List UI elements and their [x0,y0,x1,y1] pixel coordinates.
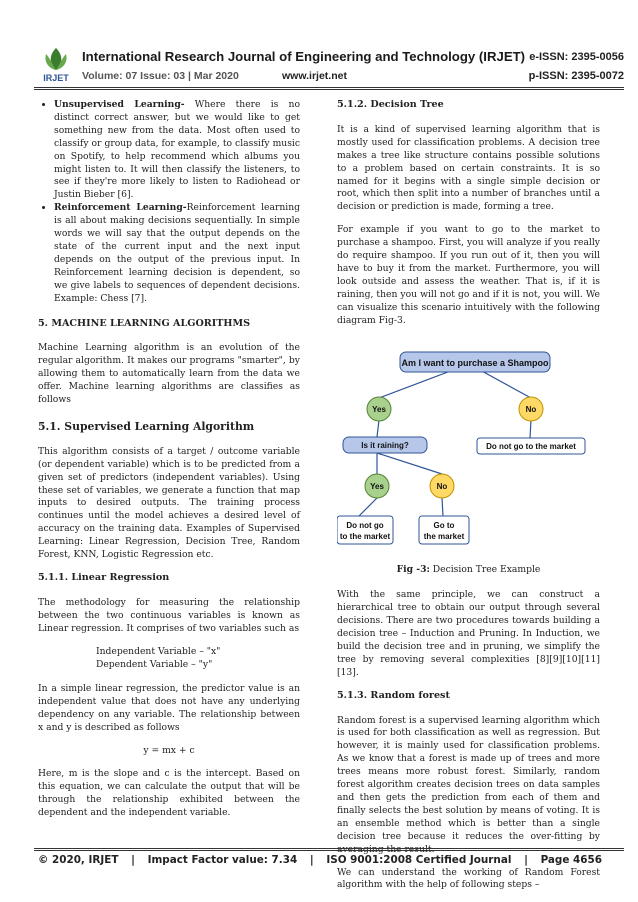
linear-regression-paragraph: The methodology for measuring the relationship between the two continuous variables is known as Linear regression. It comprises of two variables such as [38,596,300,634]
unsupervised-text: Where there is no distinct correct answer, but we would like to get something new from the data. Most often used to classify or group data, for example, to classify music on Spotify, to help recommend which albums you might listen to. It will then classify the listeners, to see if they're more likely to listen to Radiohead or Justin Bieber [6]. [54,99,300,201]
footer-separator: | [309,854,314,866]
leaf-go-line2: the market [423,531,465,541]
section-5-1-paragraph: This algorithm consists of a target / outcome variable (or dependent variable) which is to be predicted from a given set of predictors (independent variables). Using these set of variables, we generate a function that map inputs to desired outputs. The training process continues until the model achieves a desired level of accuracy on the training data. Examples of Supervised Learning: Linear Regression, Decision Tree, Random Forest, KNN, Logistic Regression etc. [38,445,300,561]
linear-regression-relationship: In a simple linear regression, the predictor value is an independent value that does not have any underlying dependency on any variable. The relationship between x and y is described as follows [38,683,300,734]
slope-intercept-paragraph: Here, m is the slope and c is the intercept. Based on this equation, we can calculate the output that will be through the relationship exhibited between the dependent and the independent variable. [38,767,300,818]
yes-node-1-label: Yes [372,404,386,414]
footer-page-number: Page 4656 [540,854,602,866]
section-5-1-3-heading: 5.1.3. Random forest [337,689,450,701]
website-link[interactable]: www.irjet.net [282,70,347,82]
leaf-do-not-go-line1: Do not go [346,520,384,530]
yes-node-2-label: Yes [370,481,384,491]
decision-tree-paragraph-1: It is a kind of supervised learning algorithm that is mostly used for classification problems. A decision tree makes a tree like structure contains possible solutions to a problem based on certain constraints. It is so named for it begins with a single simple decision or root, which then split into a number of branches until a decision or prediction is made, forming a tree. [337,123,600,213]
footer [38,854,602,866]
footer-copyright: © 2020, IRJET [38,854,119,866]
leaf-go-line1: Go to [433,520,455,530]
footer-separator: | [524,854,528,866]
footer-iso: ISO 9001:2008 Certified Journal [326,854,512,866]
dependent-variable: Dependent Variable – "y" [96,658,213,670]
leaf-no-market-label: Do not go to the market [486,441,576,451]
section-5-heading: 5. MACHINE LEARNING ALGORITHMS [38,317,251,329]
random-forest-paragraph-2: We can understand the working of Random Forest algorithm with the help of following steps – [337,866,600,891]
reinforcement-text: Reinforcement learning is all about making decisions sequentially. In simple words we will say that the output depends on the state of the current input and the next input depends on the output of the previous input. In Reinforcement learning decision is dependent, so we give labels to sequences of dependent decisions. Example: Chess [7]. [54,202,300,304]
root-node-label: Am I want to purchase a Shampoo [401,357,549,368]
decision-tree-figure [337,340,600,552]
leaf-do-not-go-line2: to the market [339,531,391,541]
learning-types-list [38,99,300,306]
independent-variable: Independent Variable – "x" [96,645,221,657]
left-column [38,99,300,830]
journal-title: International Research Journal of Engineering and Technology (IRJET) [82,49,526,64]
equation: y = mx + c [143,745,195,757]
header-rule [34,87,624,88]
section-5-paragraph: Machine Learning algorithm is an evolution of the regular algorithm. It makes our programs "smarter", by allowing them to automatically learn from the data we offer. Machine learning algorithms are classifies as follows [38,342,300,406]
footer-rule [34,848,624,849]
unsupervised-term: Unsupervised Learning- [54,99,185,110]
footer-separator: | [131,854,135,866]
section-5-1-heading: 5.1. Supervised Learning Algorithm [38,419,255,433]
no-node-2-label: No [436,481,448,491]
section-5-1-2-heading: 5.1.2. Decision Tree [337,99,444,110]
list-item [54,99,300,202]
list-item [54,202,300,305]
caption-label: Fig -3: [396,564,430,576]
p-issn: p-ISSN: 2395-0072 [528,70,624,82]
no-node-1-label: No [525,404,537,414]
decision-tree-paragraph-2: For example if you want to go to the market to purchase a shampoo. First, you will analyze if you really do require shampoo. If you run out of it, then you will have to buy it from the market. Furthermore, you will look outside and assess the weather. That is, if it is raining, then you will not go and if it is not, you will. We can visualize this scenario intuitively with the following diagram Fig-3. [337,224,600,326]
e-issn: e-ISSN: 2395-0056 [529,51,624,63]
footer-rule-2 [34,850,624,851]
footer-impact-factor: Impact Factor value: 7.34 [147,854,298,866]
header-rule-2 [34,89,624,90]
section-5-1-1-heading: 5.1.1. Linear Regression [38,572,170,583]
caption-text: Decision Tree Example [429,564,541,576]
reinforcement-term: Reinforcement Learning- [54,202,187,214]
figure-caption [337,564,600,577]
volume-issue: Volume: 07 Issue: 03 | Mar 2020 [82,70,239,82]
random-forest-paragraph-1: Random forest is a supervised learning algorithm which is used for both classification as well as regression. But however, it is mainly used for classification problems. As we know that a forest is made up of trees and more trees means more robust forest. Similarly, random forest algorithm creates decision trees on data samples and then gets the prediction from each of them and finally selects the best solution by means of voting. It is an ensemble method which is better than a single decision tree because it reduces the over-fitting by averaging the result. [337,714,600,855]
right-column [337,99,600,902]
logo-text: IRJET [43,73,69,83]
raining-node-label: Is it raining? [361,440,409,450]
irjet-logo [36,44,76,84]
decision-tree-paragraph-3: With the same principle, we can construct a hierarchical tree to obtain our output through several decisions. There are two procedures towards building a decision tree – Induction and Pruning. In Induction, we build the decision tree and in pruning, we simplify the tree by removing several complexities [8][9][10][11][13]. [337,589,600,678]
